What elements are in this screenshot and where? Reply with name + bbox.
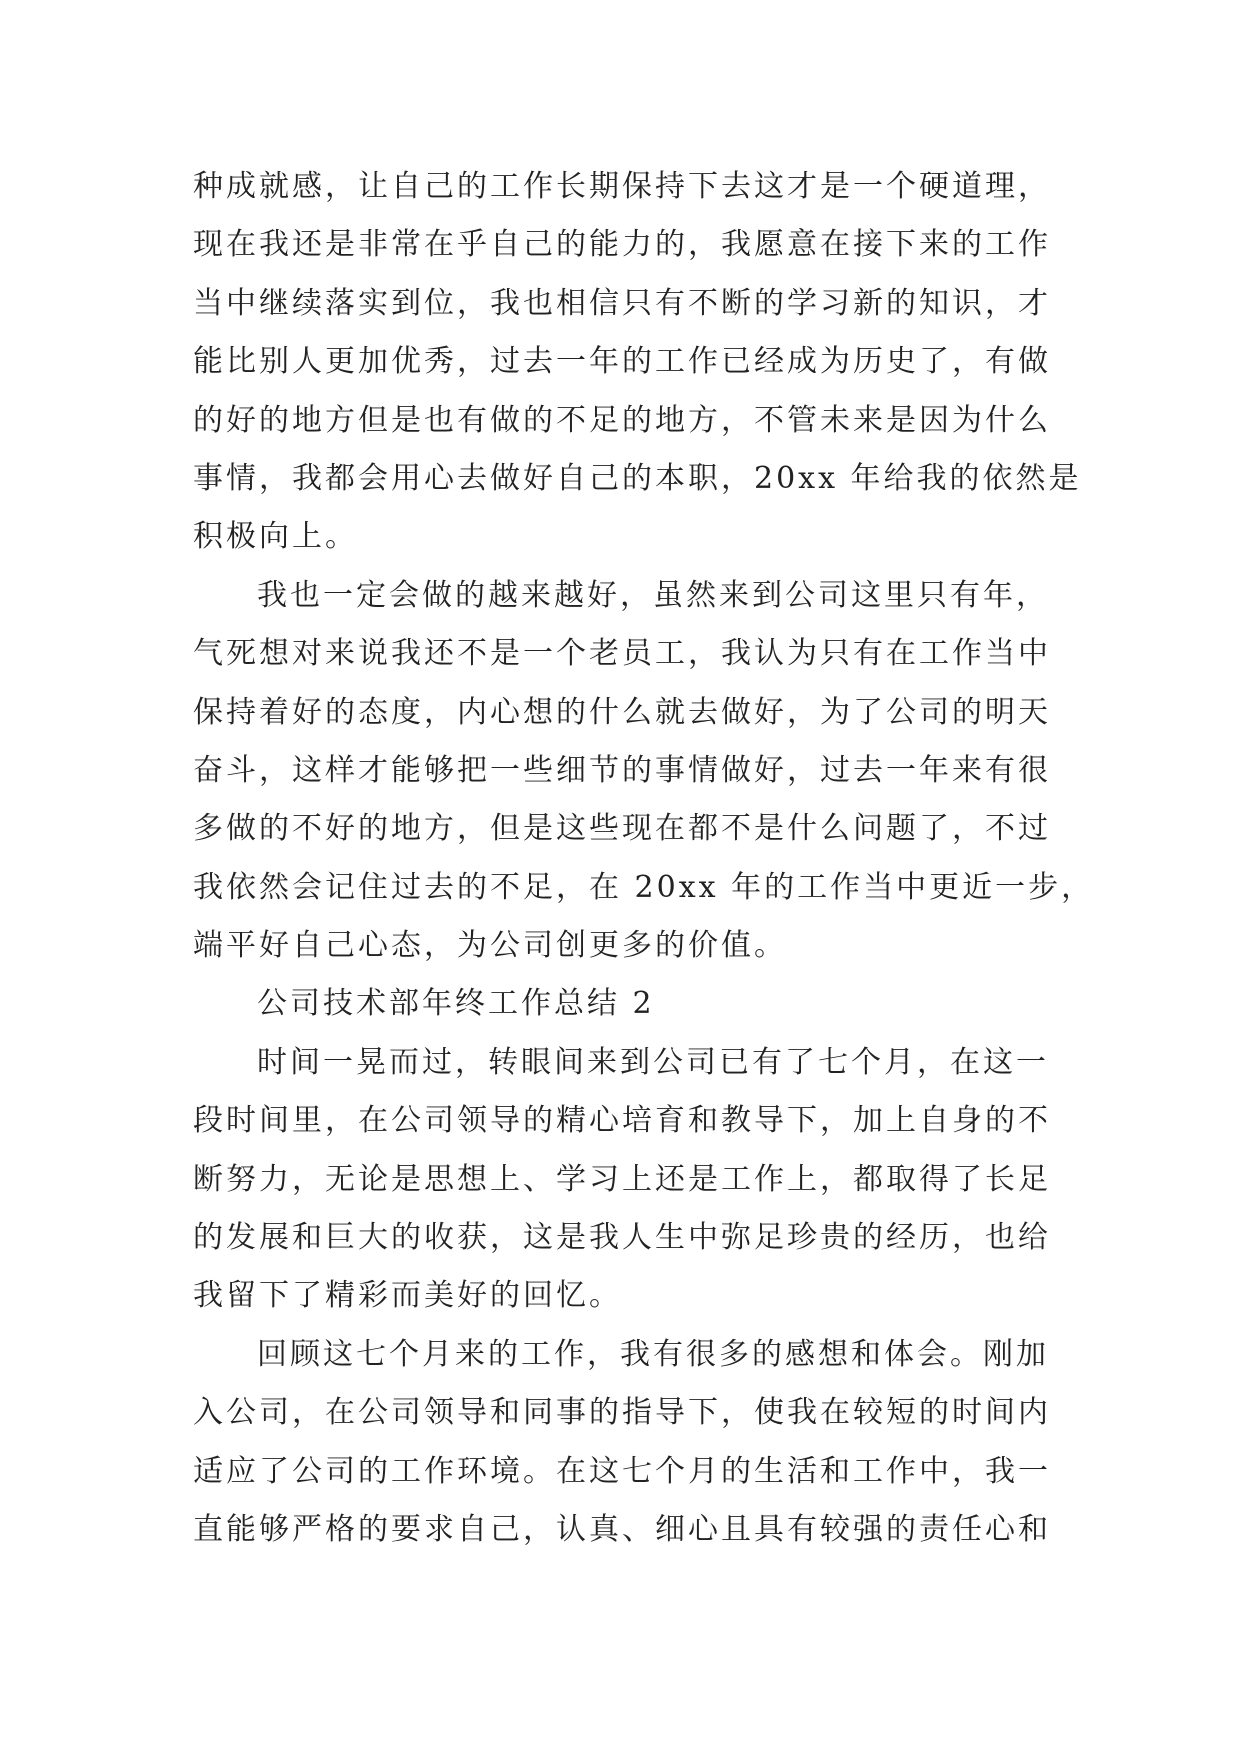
text-line: 当中继续落实到位，我也相信只有不断的学习新的知识，才 (193, 285, 1051, 321)
text-line: 现在我还是非常在乎自己的能力的，我愿意在接下来的工作 (193, 227, 1051, 263)
text-line: 保持着好的态度，内心想的什么就去做好，为了公司的明天 (193, 694, 1051, 730)
text-line: 能比别人更加优秀，过去一年的工作已经成为历史了，有做 (193, 344, 1051, 380)
text-line: 段时间里，在公司领导的精心培育和教导下，加上自身的不 (193, 1103, 1051, 1139)
text-line: 奋斗，这样才能够把一些细节的事情做好，过去一年来有很 (193, 752, 1051, 788)
text-line: 事情，我都会用心去做好自己的本职，20xx 年给我的依然是 (193, 460, 1082, 496)
text-line: 我也一定会做的越来越好，虽然来到公司这里只有年， (257, 577, 1049, 613)
text-line: 公司技术部年终工作总结 2 (257, 986, 655, 1022)
text-line: 直能够严格的要求自己，认真、细心且具有较强的责任心和 (193, 1511, 1051, 1547)
text-line: 回顾这七个月来的工作，我有很多的感想和体会。刚加 (257, 1336, 1049, 1372)
text-line: 我依然会记住过去的不足，在 20xx 年的工作当中更近一步， (193, 869, 1095, 905)
document-body (193, 158, 1095, 1559)
text-line: 的发展和巨大的收获，这是我人生中弥足珍贵的经历，也给 (193, 1220, 1051, 1256)
text-line: 多做的不好的地方，但是这些现在都不是什么问题了，不过 (193, 811, 1051, 847)
text-line: 时间一晃而过，转眼间来到公司已有了七个月，在这一 (257, 1044, 1049, 1080)
text-line: 断努力，无论是思想上、学习上还是工作上，都取得了长足 (193, 1161, 1051, 1197)
text-line: 气死想对来说我还不是一个老员工，我认为只有在工作当中 (193, 636, 1051, 672)
text-line: 的好的地方但是也有做的不足的地方，不管未来是因为什么 (193, 402, 1051, 438)
text-line: 适应了公司的工作环境。在这七个月的生活和工作中，我一 (193, 1453, 1051, 1489)
text-line: 种成就感，让自己的工作长期保持下去这才是一个硬道理， (193, 169, 1051, 204)
text-line: 我留下了精彩而美好的回忆。 (193, 1278, 622, 1314)
text-line: 入公司，在公司领导和同事的指导下，使我在较短的时间内 (193, 1395, 1051, 1431)
text-line: 端平好自己心态，为公司创更多的价值。 (193, 928, 787, 964)
text-line: 积极向上。 (193, 519, 358, 555)
